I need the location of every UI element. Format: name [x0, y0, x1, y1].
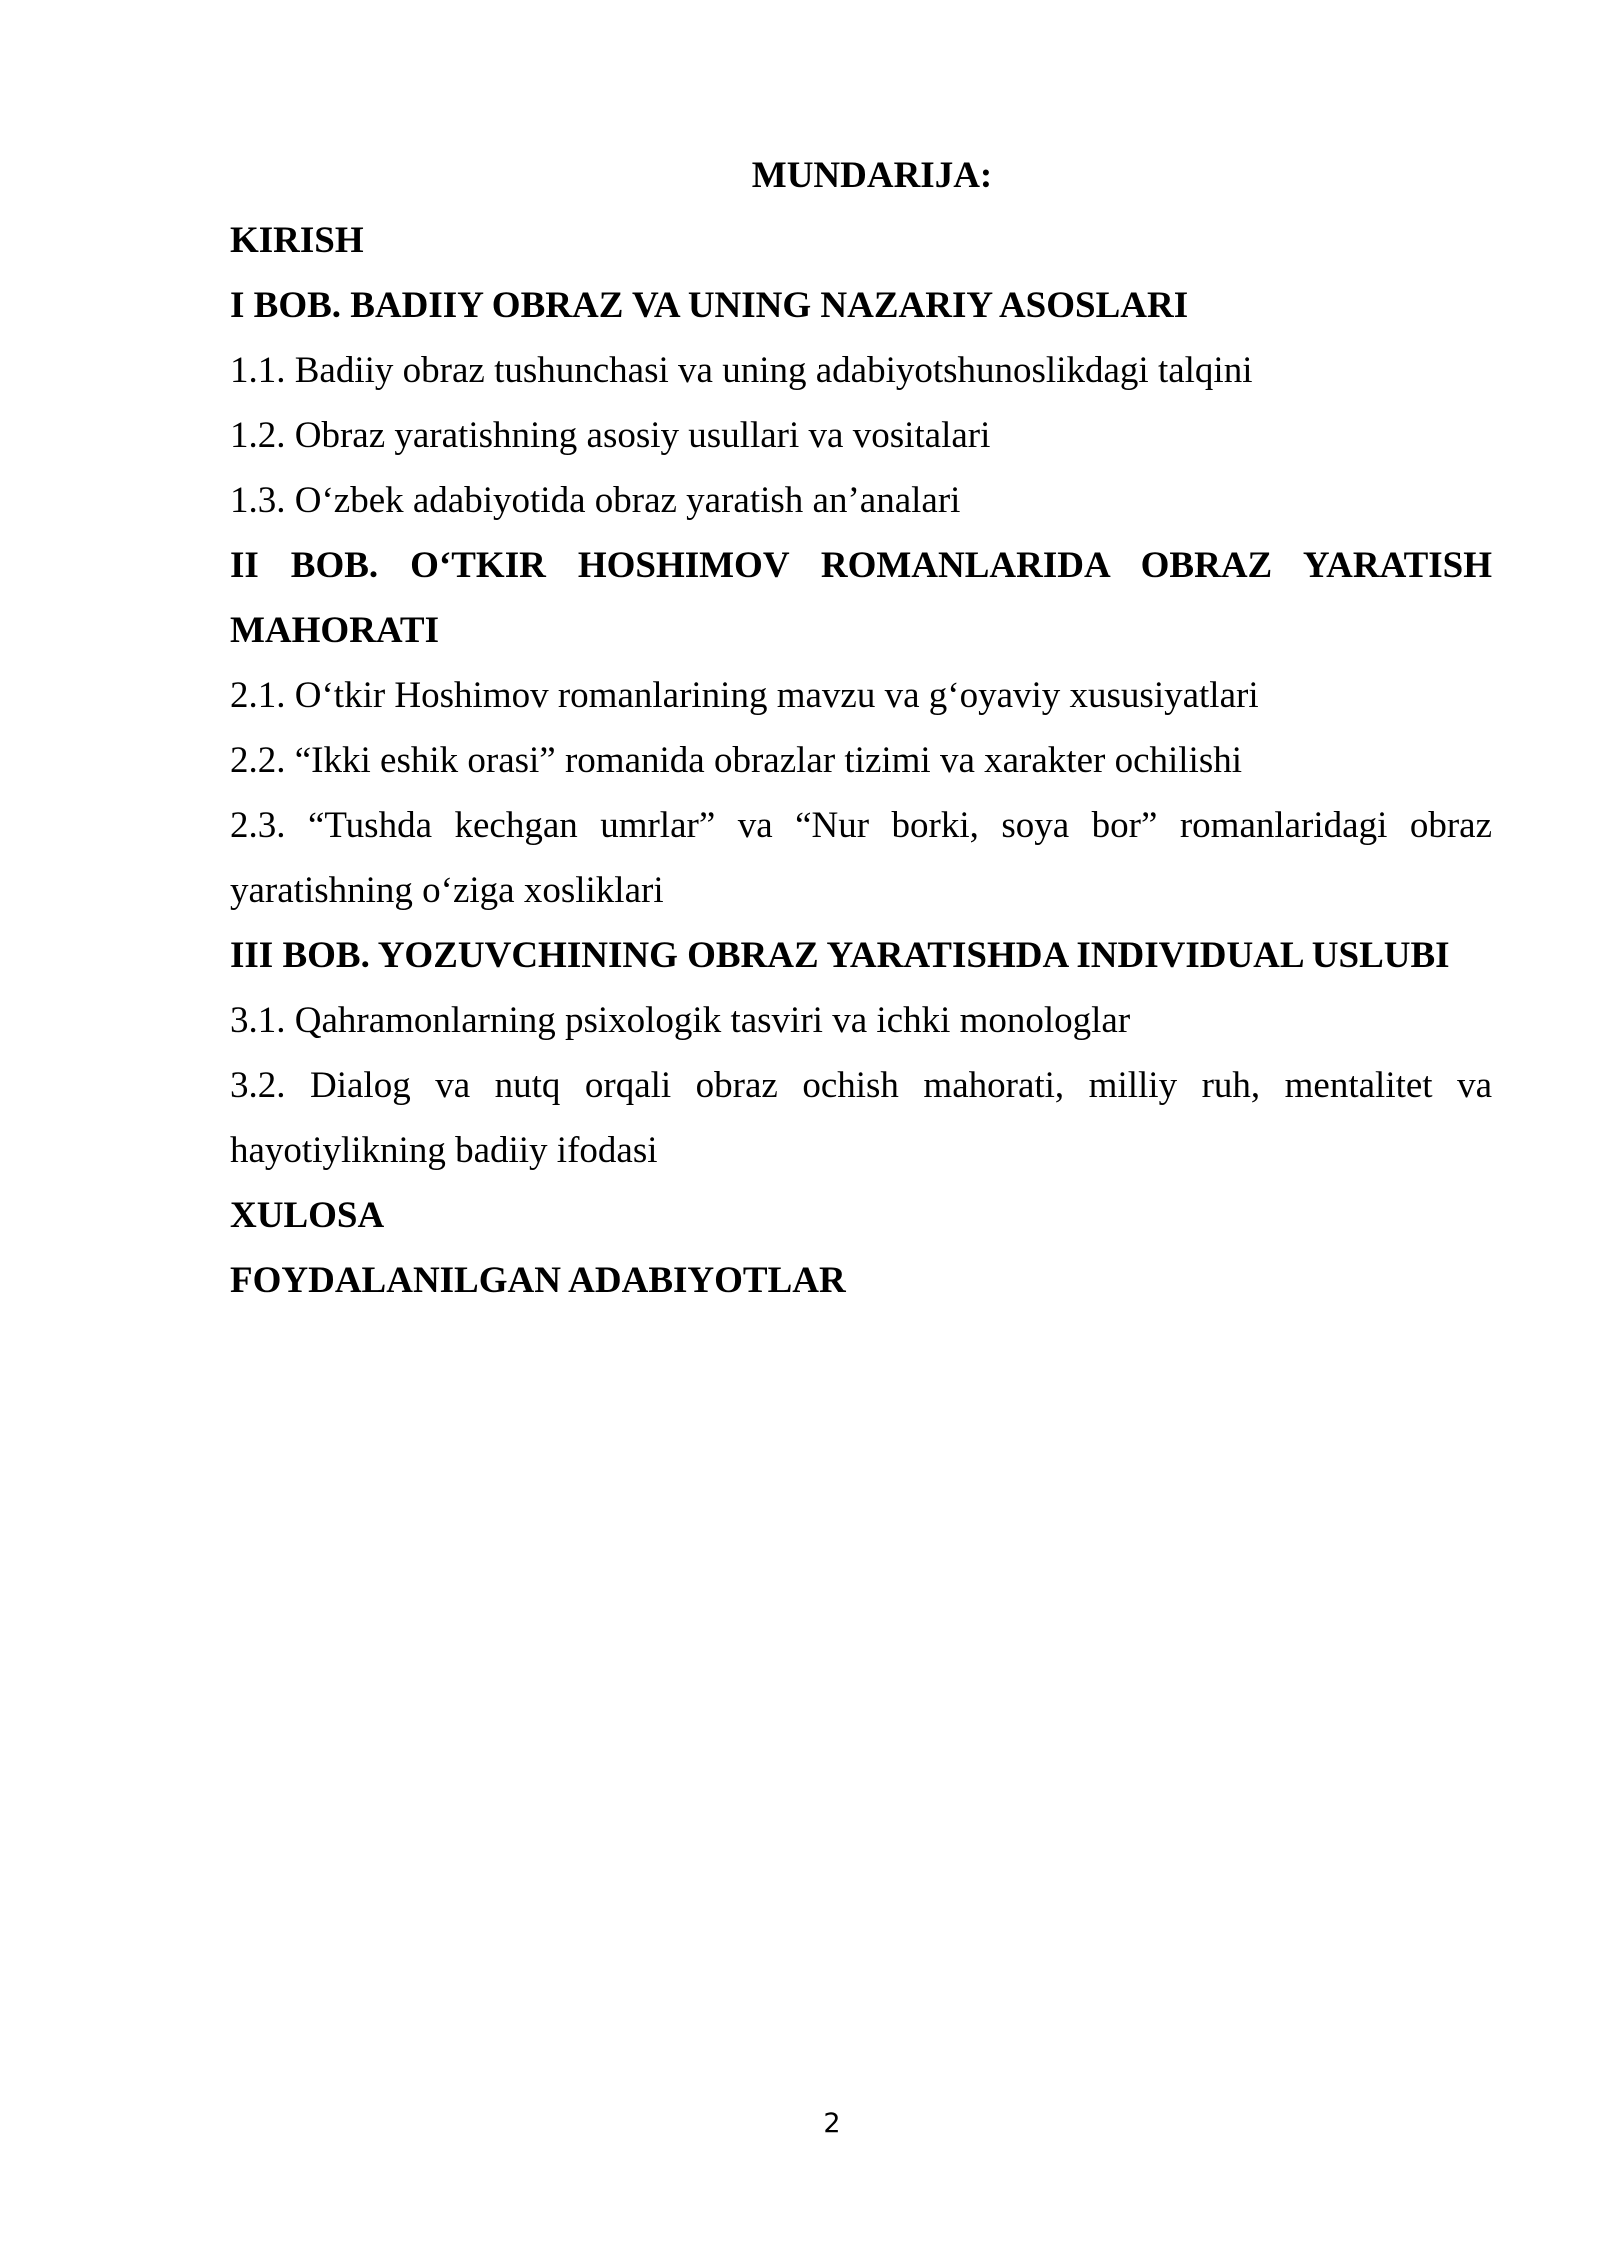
toc-subsection: 1.2. Obraz yaratishning asosiy usullari va vositalari	[230, 415, 991, 456]
toc-entries	[230, 208, 1492, 1313]
toc-heading: FOYDALANILGAN ADABIYOTLAR	[230, 1260, 846, 1301]
toc-heading: KIRISH	[230, 220, 364, 261]
toc-subsection: 1.1. Badiiy obraz tushunchasi va uning adabiyotshunoslikdagi talqini	[230, 350, 1253, 391]
toc-title: MUNDARIJA:	[751, 155, 993, 196]
toc-subsection: 2.1. O‘tkir Hoshimov romanlarining mavzu va g‘oyaviy xususiyatlari	[230, 675, 1259, 716]
toc-subsection: 3.2. Dialog va nutq orqali obraz ochish mahorati, milliy ruh, mentalitet va hayotiylikning badiiy ifodasi	[230, 1065, 1492, 1171]
toc-subsection: 2.2. “Ikki eshik orasi” romanida obrazlar tizimi va xarakter ochilishi	[230, 740, 1243, 781]
toc-subsection: 3.1. Qahramonlarning psixologik tasviri va ichki monologlar	[230, 1000, 1131, 1041]
page-number: 2	[823, 2108, 841, 2139]
toc-heading: III BOB. YOZUVCHINING OBRAZ YARATISHDA INDIVIDUAL USLUBI	[230, 935, 1450, 976]
toc-heading: XULOSA	[230, 1195, 385, 1236]
toc-subsection: 2.3. “Tushda kechgan umrlar” va “Nur borki, soya bor” romanlaridagi obraz yaratishning o‘ziga xosliklari	[230, 805, 1492, 911]
toc-subsection: 1.3. O‘zbek adabiyotida obraz yaratish an’analari	[230, 480, 961, 521]
toc-heading: II BOB. O‘TKIR HOSHIMOV ROMANLARIDA OBRAZ YARATISH MAHORATI	[230, 545, 1492, 651]
toc-heading: I BOB. BADIIY OBRAZ VA UNING NAZARIY ASOSLARI	[230, 285, 1189, 326]
table-of-contents	[230, 143, 1492, 1313]
